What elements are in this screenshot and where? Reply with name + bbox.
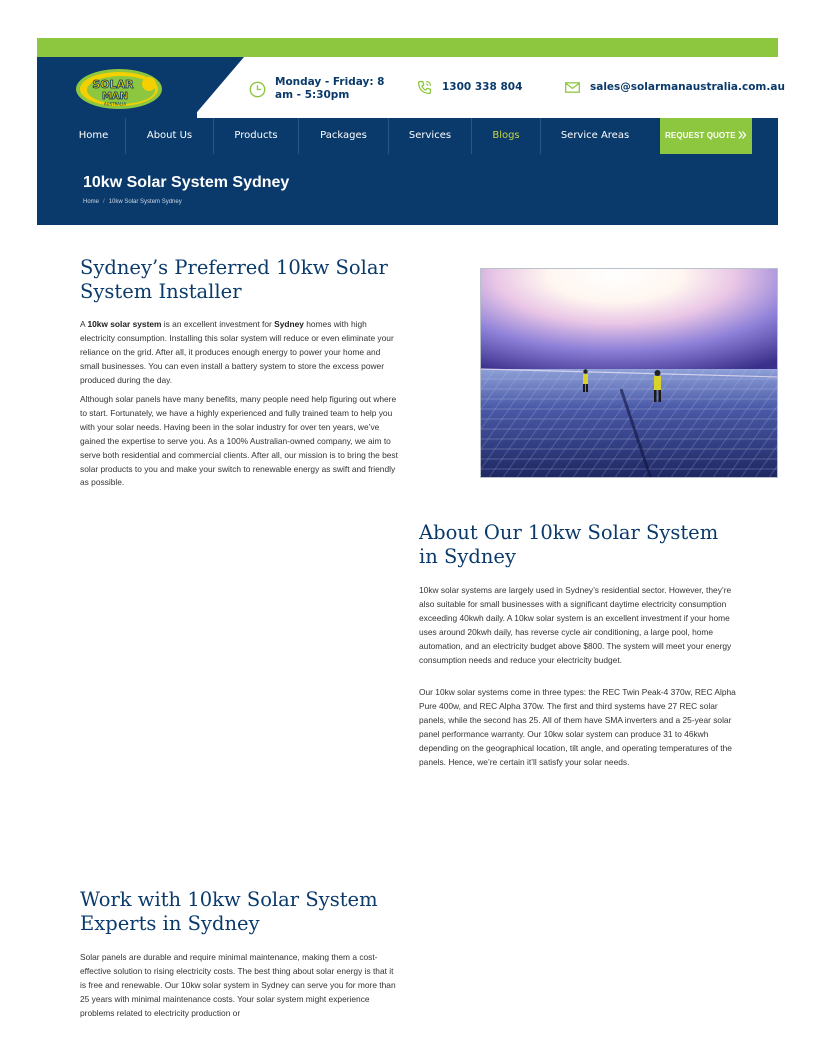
phone-number[interactable]: 1300 338 804 bbox=[442, 81, 523, 93]
site-header bbox=[37, 57, 785, 118]
preferred-installer-heading bbox=[80, 256, 410, 304]
text-span: is an excellent investment for bbox=[161, 319, 275, 329]
main-navigation bbox=[37, 118, 778, 154]
heading-line: Experts in Sydney bbox=[80, 912, 260, 935]
logo-text-solar: SOLAR bbox=[92, 78, 134, 91]
nav-about-us[interactable]: About Us bbox=[146, 130, 193, 141]
heading-line: Work with 10kw Solar System bbox=[80, 888, 378, 911]
site-logo[interactable] bbox=[75, 68, 163, 110]
text-span: A bbox=[80, 319, 88, 329]
nav-services[interactable]: Services bbox=[408, 130, 452, 141]
about-paragraph-1: 10kw solar systems are largely used in Sydney’s residential sector. However, they’re also suitable for small businesses with a significant daytime electricity consumption exceeding 40kwh daily. A 10kw solar system is an excellent investment if your home uses around 20kwh daily, has reverse cycle air conditioning, a large pool, home automation, and an electricity budget above $800. The system will meet your energy consumption needs and reduce your electricity budget. bbox=[419, 585, 732, 665]
nav-home[interactable]: Home bbox=[78, 130, 109, 141]
top-accent-strip bbox=[37, 38, 778, 57]
heading-line: About Our 10kw Solar System bbox=[419, 521, 719, 544]
breadcrumb-home[interactable]: Home bbox=[83, 199, 100, 205]
heading-line: Sydney’s Preferred 10kw Solar bbox=[80, 256, 388, 279]
email-contact[interactable] bbox=[564, 79, 785, 96]
about-system-heading bbox=[419, 521, 759, 569]
experts-heading bbox=[80, 888, 420, 936]
nav-blogs[interactable]: Blogs bbox=[492, 130, 520, 141]
clock-icon bbox=[249, 81, 266, 98]
header-diagonal bbox=[192, 57, 244, 118]
business-hours bbox=[249, 76, 399, 102]
logo-text-man: MAN bbox=[101, 91, 129, 102]
bold-keyword: Sydney bbox=[274, 319, 304, 329]
breadcrumb-current: 10kw Solar System Sydney bbox=[108, 199, 182, 205]
hours-text: Monday - Friday: 8 am - 5:30pm bbox=[275, 76, 385, 101]
solar-farm-photo bbox=[480, 268, 778, 478]
page-title: 10kw Solar System Sydney bbox=[83, 174, 290, 191]
solar-panels-image bbox=[481, 269, 778, 478]
sun-logo-icon bbox=[75, 68, 163, 110]
heading-line: in Sydney bbox=[419, 545, 516, 568]
page-banner bbox=[37, 154, 778, 225]
bold-keyword: 10kw solar system bbox=[87, 319, 162, 329]
preferred-paragraph-1 bbox=[80, 318, 400, 388]
phone-icon bbox=[416, 79, 433, 96]
request-quote-label: REQUEST QUOTE bbox=[665, 131, 736, 140]
breadcrumb-separator: / bbox=[103, 199, 105, 205]
request-quote-button[interactable] bbox=[660, 118, 752, 154]
preferred-paragraph-2: Although solar panels have many benefits, many people need help figuring out where to start. Fortunately, we have a highly experienced and fully trained team to help you with your solar needs. Having been in the solar industry for over ten years, we’ve gained the expertise to serve you. As a 100% Australian-owned company, we aim to serve both residential and commercial clients. After all, our mission is to bring the best solar products to you and make your switch to renewable energy as swift and friendly as possible. bbox=[80, 394, 398, 488]
nav-products[interactable]: Products bbox=[234, 130, 278, 141]
text-span: homes with high electricity consumption. Installing this solar system will reduce or even eliminate your reliance on the grid. After all, it produces enough energy to power your home and small businesses. You can even install a battery system to store the excess power produced during the day. bbox=[80, 319, 394, 385]
nav-service-areas[interactable]: Service Areas bbox=[560, 130, 630, 141]
email-address[interactable]: sales@solarmanaustralia.com.au bbox=[590, 81, 785, 93]
double-chevron-right-icon bbox=[738, 131, 747, 139]
experts-paragraph-1: Solar panels are durable and require minimal maintenance, making them a cost-effective solution to rising electricity costs. The best thing about solar energy is that it is free and renewable. Our 10kw solar system in Sydney can serve you for more than 25 years with minimal maintenance costs. Your solar system might experience problems related to electricity production or bbox=[80, 952, 396, 1018]
logo-text-australia: AUSTRALIA bbox=[103, 101, 127, 107]
phone-contact[interactable] bbox=[416, 79, 522, 96]
breadcrumb bbox=[83, 199, 182, 205]
nav-packages[interactable]: Packages bbox=[320, 130, 367, 141]
envelope-icon bbox=[564, 79, 581, 96]
heading-line: System Installer bbox=[80, 280, 242, 303]
about-paragraph-2: Our 10kw solar systems come in three types: the REC Twin Peak-4 370w, REC Alpha Pure 400w, and REC Alpha 370w. The first and third systems have 27 REC solar panels, while the second has 25. All of them have SMA inverters and a 25-year solar panel performance warranty. Our 10kw solar system can produce 31 to 46kwh depending on the geographical location, tilt angle, and operating temperatures of the panels. Hence, we’re certain it’ll satisfy your solar needs. bbox=[419, 687, 736, 767]
